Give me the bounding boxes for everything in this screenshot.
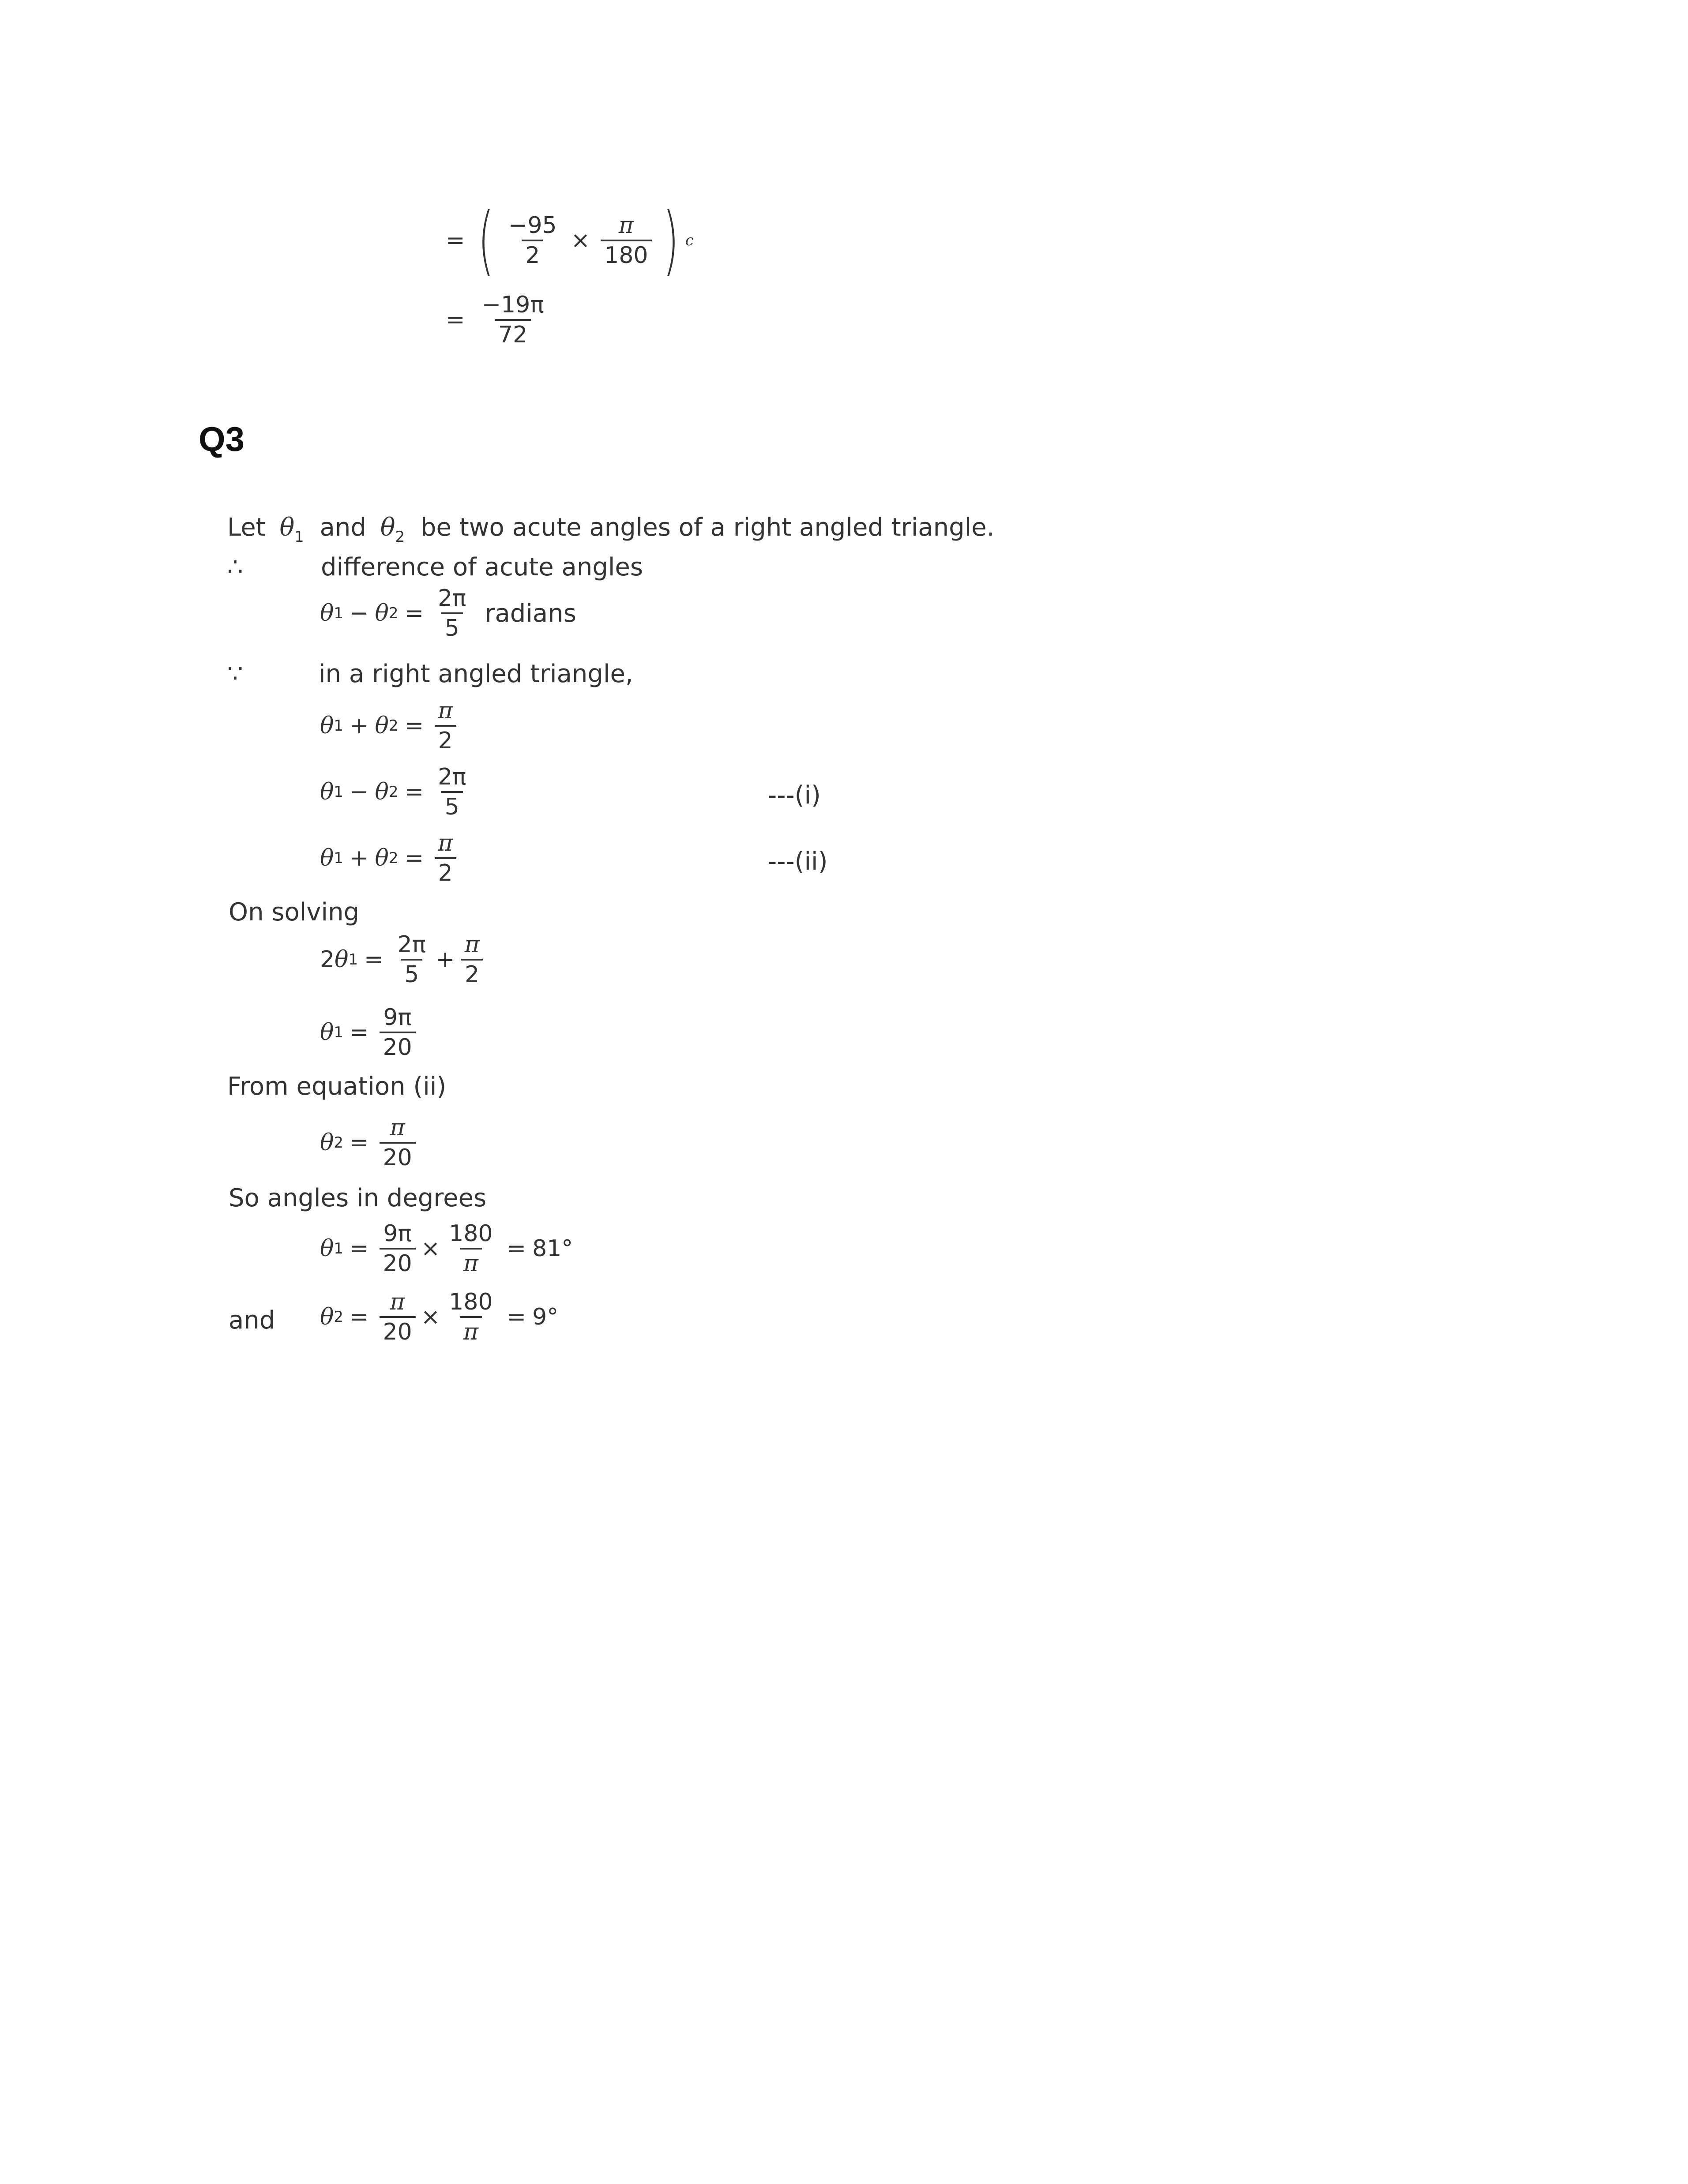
numerator: π xyxy=(618,212,634,239)
therefore-symbol: ∴ xyxy=(227,553,243,582)
radian-superscript: c xyxy=(685,232,694,249)
equals-sign: = xyxy=(404,600,424,627)
minus-sign: − xyxy=(349,600,369,627)
subscript: 2 xyxy=(388,783,399,801)
theta-symbol: θ xyxy=(320,1235,334,1262)
numerator: 180 xyxy=(449,1289,493,1315)
intro-and: and xyxy=(320,513,366,542)
fraction xyxy=(505,214,560,267)
theta-symbol: θ xyxy=(375,845,389,871)
denominator: π xyxy=(460,1316,482,1343)
numerator: π xyxy=(464,931,480,958)
times-sign: × xyxy=(421,1235,440,1262)
equals-sign: = xyxy=(446,227,465,254)
plus-sign: + xyxy=(436,946,455,973)
times-sign: × xyxy=(571,227,590,254)
theta-symbol: θ xyxy=(375,713,389,739)
subscript: 1 xyxy=(334,604,343,622)
eq-i xyxy=(320,766,474,818)
denominator: 2 xyxy=(435,857,456,885)
eq-degrees-theta2 xyxy=(320,1291,558,1343)
fraction xyxy=(380,1006,416,1059)
equals-sign: = xyxy=(446,307,465,333)
numerator: π xyxy=(438,830,453,856)
denominator: 5 xyxy=(441,791,463,818)
unit-radians: radians xyxy=(485,599,576,628)
equals-sign: = xyxy=(364,946,383,973)
eq-2theta xyxy=(320,933,488,986)
fraction xyxy=(380,1291,416,1343)
numerator: 2π xyxy=(438,585,466,612)
equals-sign: = xyxy=(404,713,424,739)
eq-sum xyxy=(320,699,461,752)
from-equation-text: From equation (ii) xyxy=(227,1072,447,1101)
theta-symbol: θ xyxy=(380,513,395,542)
eq-theta2 xyxy=(320,1116,420,1169)
denominator: 2 xyxy=(522,240,543,267)
theta-symbol: θ xyxy=(375,779,389,805)
subscript: 1 xyxy=(334,783,343,801)
subscript: 2 xyxy=(388,717,399,735)
denominator: 5 xyxy=(441,612,463,640)
equation-label-ii: ---(ii) xyxy=(768,847,828,876)
subscript: 2 xyxy=(334,1308,343,1326)
eq-theta1 xyxy=(320,1006,420,1059)
denominator: 180 xyxy=(601,240,651,267)
plus-sign: + xyxy=(349,845,369,871)
theta-symbol: θ xyxy=(320,845,334,871)
denominator: 72 xyxy=(495,319,531,346)
denominator: 2 xyxy=(435,725,456,752)
fraction xyxy=(445,1291,496,1343)
fraction xyxy=(478,293,548,346)
equals-sign: = xyxy=(349,1130,369,1156)
numerator: 9π xyxy=(383,1220,412,1247)
equals-sign: = xyxy=(349,1304,369,1330)
subscript: 1 xyxy=(334,1240,343,1257)
theta-symbol: θ xyxy=(320,713,334,739)
equals-sign: = xyxy=(404,845,424,871)
fraction xyxy=(434,832,456,885)
theta-symbol: θ xyxy=(320,600,334,627)
fraction xyxy=(434,587,470,640)
coefficient: 2 xyxy=(320,946,335,973)
intro-let: Let xyxy=(227,513,266,542)
denominator: 20 xyxy=(380,1248,416,1275)
subscript: 2 xyxy=(334,1134,343,1152)
subscript: 1 xyxy=(294,528,304,546)
subscript: 2 xyxy=(395,528,405,546)
left-paren: ( xyxy=(477,197,494,284)
denominator: π xyxy=(460,1248,482,1275)
intro-line xyxy=(227,515,994,544)
theta-symbol: θ xyxy=(320,1304,334,1330)
eq-degrees-theta1 xyxy=(320,1222,573,1275)
right-paren: ) xyxy=(662,197,679,284)
fraction xyxy=(434,699,456,752)
theta-symbol: θ xyxy=(320,1130,334,1156)
fraction xyxy=(601,214,651,267)
calc-line-1 xyxy=(446,197,694,284)
numerator: π xyxy=(390,1289,405,1315)
numerator: π xyxy=(438,698,453,724)
theta-symbol: θ xyxy=(335,946,349,973)
times-sign: × xyxy=(421,1304,440,1330)
subscript: 1 xyxy=(334,717,343,735)
calc-line-2 xyxy=(446,293,552,346)
denominator: 20 xyxy=(380,1032,416,1059)
fraction xyxy=(394,933,429,986)
fraction xyxy=(445,1222,496,1275)
on-solving-text: On solving xyxy=(229,898,360,927)
so-angles-text: So angles in degrees xyxy=(229,1184,487,1212)
question-heading: Q3 xyxy=(199,420,245,458)
fraction xyxy=(434,766,470,818)
theta-symbol: θ xyxy=(320,779,334,805)
denominator: 20 xyxy=(380,1142,416,1169)
numerator: 180 xyxy=(449,1220,493,1247)
equals-sign: = xyxy=(349,1019,369,1046)
numerator: 2π xyxy=(438,764,466,790)
subscript: 2 xyxy=(388,604,399,622)
difference-text: difference of acute angles xyxy=(321,553,643,582)
result-value: 81° xyxy=(532,1235,573,1262)
fraction xyxy=(461,933,483,986)
numerator: −19π xyxy=(481,292,544,318)
result-value: 9° xyxy=(532,1304,559,1330)
subscript: 2 xyxy=(388,849,399,867)
theta-symbol: θ xyxy=(320,1019,334,1046)
denominator: 5 xyxy=(401,959,422,986)
because-symbol: ∵ xyxy=(227,660,243,688)
theta-symbol: θ xyxy=(375,600,389,627)
denominator: 2 xyxy=(461,959,483,986)
plus-sign: + xyxy=(349,713,369,739)
numerator: π xyxy=(390,1115,405,1141)
equals-sign: = xyxy=(507,1304,526,1330)
equals-sign: = xyxy=(507,1235,526,1262)
in-triangle-text: in a right angled triangle, xyxy=(319,660,633,688)
intro-rest: be two acute angles of a right angled triangle. xyxy=(420,513,995,542)
theta-symbol: θ xyxy=(279,513,295,542)
numerator: −95 xyxy=(508,212,557,239)
denominator: 20 xyxy=(380,1316,416,1343)
subscript: 1 xyxy=(334,1024,343,1041)
equals-sign: = xyxy=(404,779,424,805)
fraction xyxy=(380,1222,416,1275)
eq-difference xyxy=(320,587,576,640)
numerator: 9π xyxy=(383,1004,412,1031)
fraction xyxy=(380,1116,416,1169)
numerator: 2π xyxy=(397,931,426,958)
and-label: and xyxy=(229,1306,275,1335)
minus-sign: − xyxy=(349,779,369,805)
equals-sign: = xyxy=(349,1235,369,1262)
eq-ii xyxy=(320,832,461,885)
subscript: 1 xyxy=(334,849,343,867)
subscript: 1 xyxy=(348,951,358,968)
equation-label-i: ---(i) xyxy=(768,781,821,810)
